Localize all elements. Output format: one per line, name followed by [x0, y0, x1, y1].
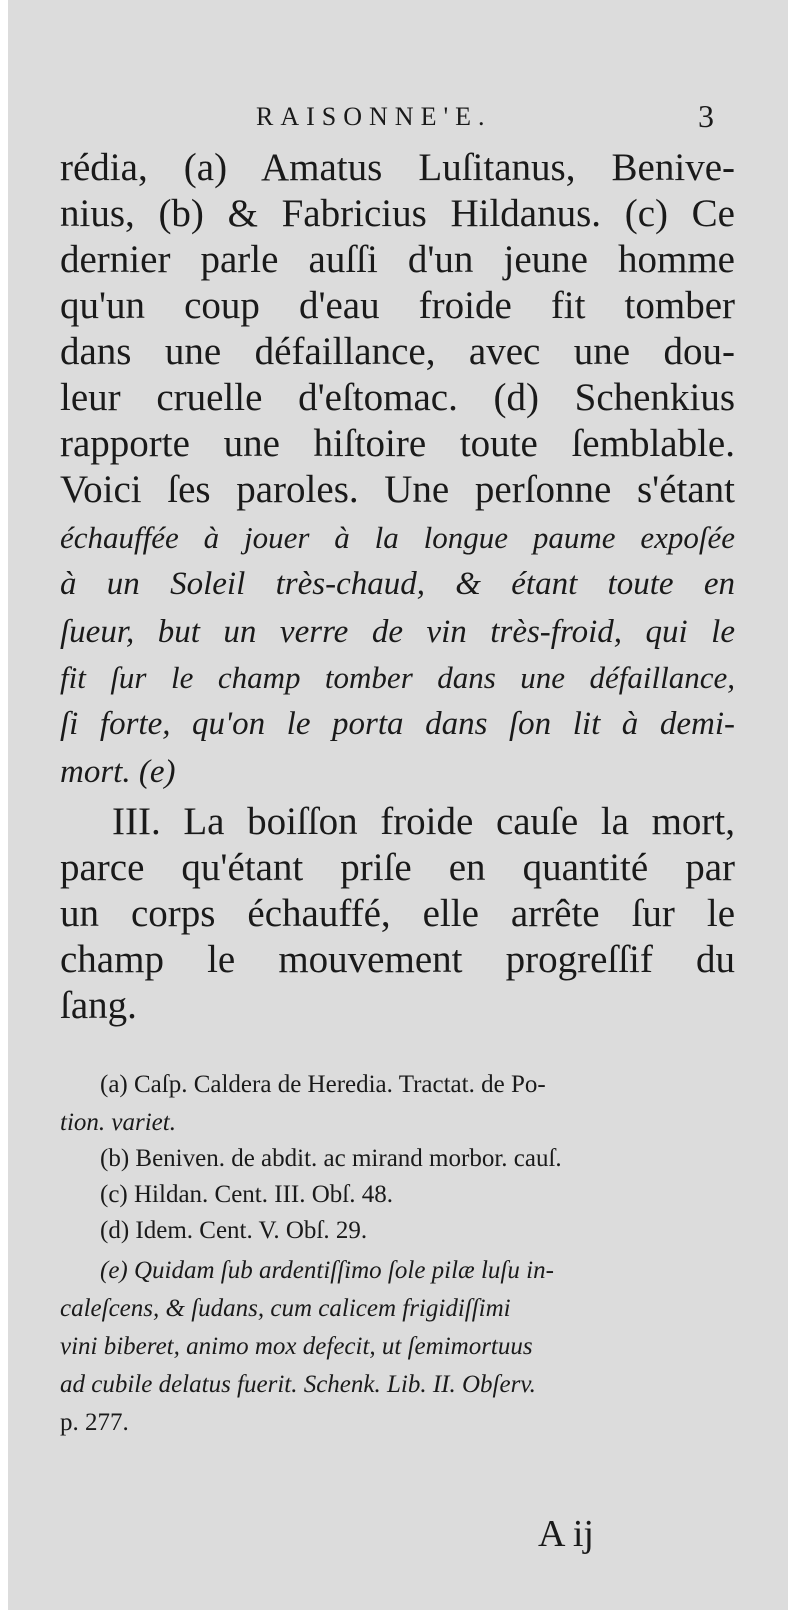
- body-line-italic: à un Soleil très-chaud, & étant toute en: [60, 566, 735, 602]
- body-line-italic: mort. (e): [60, 754, 176, 790]
- body-line-italic: ſueur, but un verre de vin très-froid, qui le: [60, 614, 735, 650]
- body-line: qu'un coup d'eau froide fit tomber: [60, 284, 735, 327]
- footnote-line: tion. variet.: [60, 1109, 176, 1136]
- body-line: nius, (b) & Fabricius Hildanus. (c) Ce: [60, 192, 735, 235]
- footnote-line: p. 277.: [60, 1409, 129, 1436]
- body-line: Voici ſes paroles. Une perſonne s'étant: [60, 468, 735, 511]
- footnote-line: (d) Idem. Cent. V. Obſ. 29.: [100, 1217, 368, 1244]
- body-line: un corps échauffé, elle arrête ſur le: [60, 892, 735, 935]
- footnote-line: caleſcens, & ſudans, cum calicem frigidiſſimi: [60, 1295, 511, 1322]
- footnote-line: vini biberet, animo mox defecit, ut ſemimortuus: [60, 1333, 533, 1360]
- footnote-line: (a) Caſp. Caldera de Heredia. Tractat. de Po-: [100, 1071, 546, 1098]
- body-line: champ le mouvement progreſſif du: [60, 938, 735, 981]
- body-line-italic: ſi forte, qu'on le porta dans ſon lit à demi-: [60, 706, 735, 742]
- signature-mark: A ij: [538, 1513, 594, 1555]
- book-page: [8, 0, 788, 1610]
- footnote-line: (e) Quidam ſub ardentiſſimo ſole pilæ luſu in-: [100, 1257, 554, 1284]
- body-line-italic: fit ſur le champ tomber dans une défaillance,: [60, 660, 735, 695]
- footnote-line: (b) Beniven. de abdit. ac mirand morbor. cauſ.: [100, 1145, 562, 1172]
- body-line: rédia, (a) Amatus Luſitanus, Benive-: [60, 146, 735, 189]
- page-number: 3: [698, 98, 714, 134]
- footnote-line: (c) Hildan. Cent. III. Obſ. 48.: [100, 1181, 393, 1208]
- body-line: ſang.: [60, 984, 137, 1027]
- body-line: rapporte une hiſtoire toute ſemblable.: [60, 422, 735, 465]
- page-header: [8, 98, 788, 142]
- section-start: III. La boiſſon froide cauſe la mort,: [112, 800, 735, 843]
- running-head: RAISONNE'E.: [256, 102, 492, 131]
- footnote-line: ad cubile delatus fuerit. Schenk. Lib. II. Obſerv.: [60, 1371, 536, 1398]
- body-line: leur cruelle d'eſtomac. (d) Schenkius: [60, 376, 735, 419]
- body-line: dans une défaillance, avec une dou-: [60, 330, 735, 373]
- body-line: parce qu'étant priſe en quantité par: [60, 846, 735, 889]
- body-line: dernier parle auſſi d'un jeune homme: [60, 238, 735, 281]
- body-line-italic: échauffée à jouer à la longue paume expoſée: [60, 520, 735, 555]
